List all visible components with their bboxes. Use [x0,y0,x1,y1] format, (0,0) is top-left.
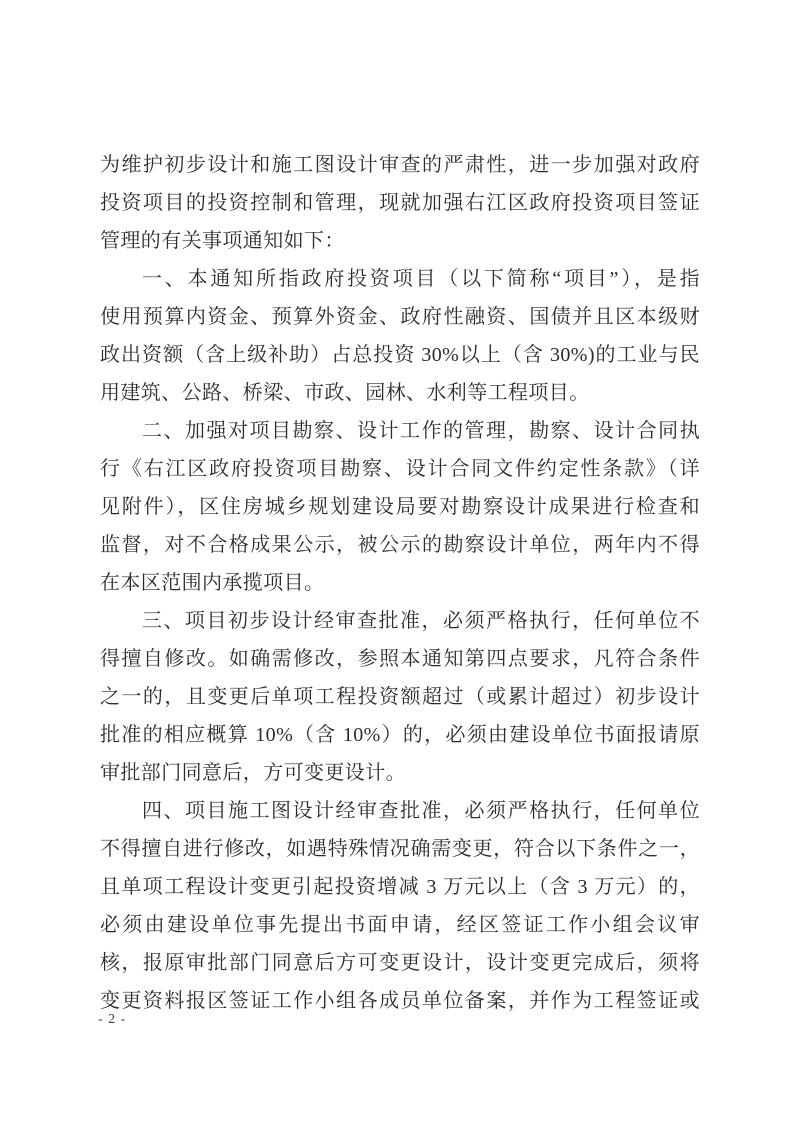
text-line: 见附件），区住房城乡规划建设局要对勘察设计成果进行检查和 [100,496,700,518]
paragraph [100,146,700,260]
text-line: 监督，对不合格成果公示，被公示的勘察设计单位，两年内不得 [100,534,700,556]
document-body [100,146,700,1020]
paragraph [100,792,700,1020]
text-line: 行《右江区政府投资项目勘察、设计合同文件约定性条款》（详 [100,458,700,480]
paragraph [100,602,700,792]
text-line: 批准的相应概算 10%（含 10%）的，必须由建设单位书面报请原 [100,724,700,746]
text-line: 管理的有关事项通知如下： [100,230,345,252]
text-line: 投资项目的投资控制和管理，现就加强右江区政府投资项目签证 [100,192,700,214]
text-line: 且单项工程设计变更引起投资增减 3 万元以上（含 3 万元）的， [100,876,700,898]
text-line: 核，报原审批部门同意后方可变更设计，设计变更完成后，须将 [100,952,700,974]
text-line: 为维护初步设计和施工图设计审查的严肃性，进一步加强对政府 [100,154,700,176]
text-line: 二、加强对项目勘察、设计工作的管理，勘察、设计合同执 [142,420,700,442]
text-line: 用建筑、公路、桥梁、市政、园林、水利等工程项目。 [100,382,590,404]
text-line: 四、项目施工图设计经审查批准，必须严格执行，任何单位 [142,800,700,822]
page-number: - 2 - [98,1012,127,1027]
text-line: 审批部门同意后，方可变更设计。 [100,762,406,784]
paragraph [100,412,700,602]
text-line: 必须由建设单位事先提出书面申请，经区签证工作小组会议审 [100,914,700,936]
text-line: 得擅自修改。如确需修改，参照本通知第四点要求，凡符合条件 [100,648,700,670]
paragraph [100,260,700,412]
text-line: 变更资料报区签证工作小组各成员单位备案，并作为工程签证或 [100,990,700,1012]
text-line: 不得擅自进行修改，如遇特殊情况确需变更，符合以下条件之一， [100,838,700,860]
text-line: 在本区范围内承揽项目。 [100,572,325,594]
text-line: 政出资额（含上级补助）占总投资 30%以上（含 30%)的工业与民 [100,344,700,366]
text-line: 使用预算内资金、预算外资金、政府性融资、国债并且区本级财 [100,306,700,328]
text-line: 之一的，且变更后单项工程投资额超过（或累计超过）初步设计 [100,686,700,708]
text-line: 三、项目初步设计经审查批准，必须严格执行，任何单位不 [142,610,700,632]
text-line: 一、本通知所指政府投资项目（以下简称“项目”），是指 [142,268,700,290]
